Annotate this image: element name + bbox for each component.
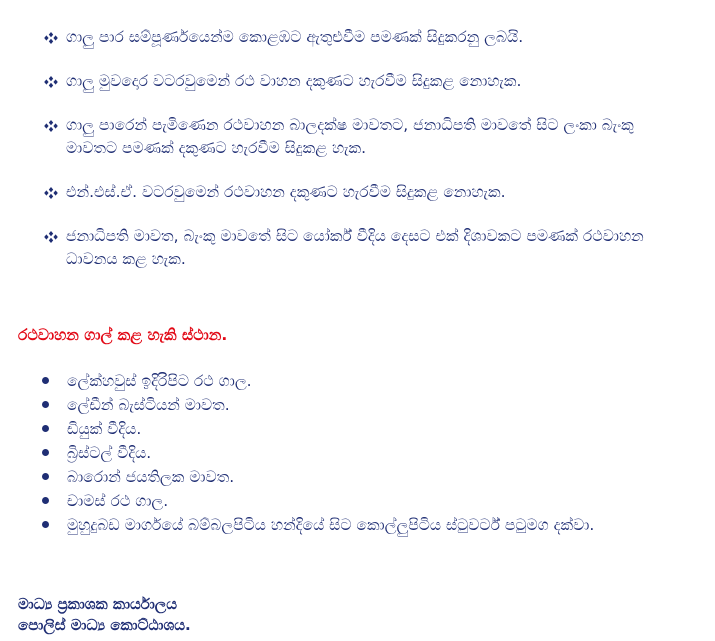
- issuer-signature: [18, 594, 191, 636]
- restriction-text: ගාලු පාර සම්පූර්ණයෙන්ම කොළඹට ඇතුළුවීම පමණක් සිදුකරනු ලබයි.: [66, 28, 524, 46]
- restriction-text: ගාලු පාරෙන් පැමිණෙන රථවාහන බාලදක්ෂ මාවතට, ජනාධිපති මාවතේ සිට ලංකා බැංකු මාවතට පමණක් දකුණට හැරවීම සිදුකළ හැක.: [66, 116, 634, 157]
- parking-place-item: [42, 465, 594, 489]
- four-diamond-icon: [44, 120, 58, 132]
- parking-place-text: බ්‍රිස්ටල් වීදිය.: [67, 444, 152, 462]
- parking-place-text: මුහුදුබඩ මාර්ගයේ බම්බලපිටිය හන්දියේ සිට කොල්ලුපිටිය ස්ටුවර්ට් පටුමග දක්වා.: [67, 516, 595, 534]
- four-diamond-icon: [44, 76, 58, 88]
- parking-place-item: [42, 441, 594, 465]
- restriction-item: [44, 114, 684, 160]
- parking-place-item: [42, 513, 594, 537]
- round-dot-icon: [42, 521, 49, 528]
- parking-place-item: [42, 393, 594, 417]
- parking-place-text: ඩියුක් වීදිය.: [67, 420, 142, 438]
- restriction-item: [44, 225, 684, 271]
- four-diamond-icon: [44, 187, 58, 199]
- parking-place-text: චාමස් රථ ගාල.: [67, 492, 169, 510]
- parking-place-text: ලේඩීන් බැස්ටියන් මාවත.: [67, 396, 230, 414]
- parking-place-item: [42, 417, 594, 441]
- parking-place-text: බාරොන් ජයතිලක මාවත.: [67, 468, 235, 486]
- round-dot-icon: [42, 401, 49, 408]
- four-diamond-icon: [44, 32, 58, 44]
- restriction-text: ජනාධිපති මාවත, බැංකු මාවතේ සිට යෝර්ක් වීදිය දෙසට එක් දිශාවකට පමණක් රථවාහන ධාවනය කළ හැක.: [66, 227, 644, 268]
- parking-heading: රථවාහන ගාල් කළ හැකි ස්ථාන.: [18, 326, 228, 344]
- parking-places-list: [42, 369, 594, 537]
- traffic-restrictions-list: [44, 26, 684, 292]
- round-dot-icon: [42, 449, 49, 456]
- round-dot-icon: [42, 425, 49, 432]
- parking-place-item: [42, 369, 594, 393]
- restriction-item: [44, 70, 684, 93]
- restriction-item: [44, 26, 684, 49]
- round-dot-icon: [42, 473, 49, 480]
- restriction-text: ගාලු මුවදොර වටරවුමෙන් රථ වාහන දකුණට හැරවීම සිදුකළ නොහැක.: [66, 72, 522, 90]
- restriction-item: [44, 181, 684, 204]
- media-office-line: මාධ්‍ය ප්‍රකාශක කාර්යාලය: [18, 595, 178, 613]
- round-dot-icon: [42, 377, 49, 384]
- four-diamond-icon: [44, 231, 58, 243]
- restriction-text: එන්.එස්.ඒ. වටරවුමෙන් රථවාහන දකුණට හැරවීම සිදුකළ නොහැක.: [66, 183, 506, 201]
- round-dot-icon: [42, 497, 49, 504]
- parking-place-text: ලේක්හවුස් ඉදිරිපිට රථ ගාල.: [67, 372, 252, 390]
- parking-place-item: [42, 489, 594, 513]
- police-media-division-line: පොලිස් මාධ්‍ය කොට්ඨාශය.: [18, 616, 191, 634]
